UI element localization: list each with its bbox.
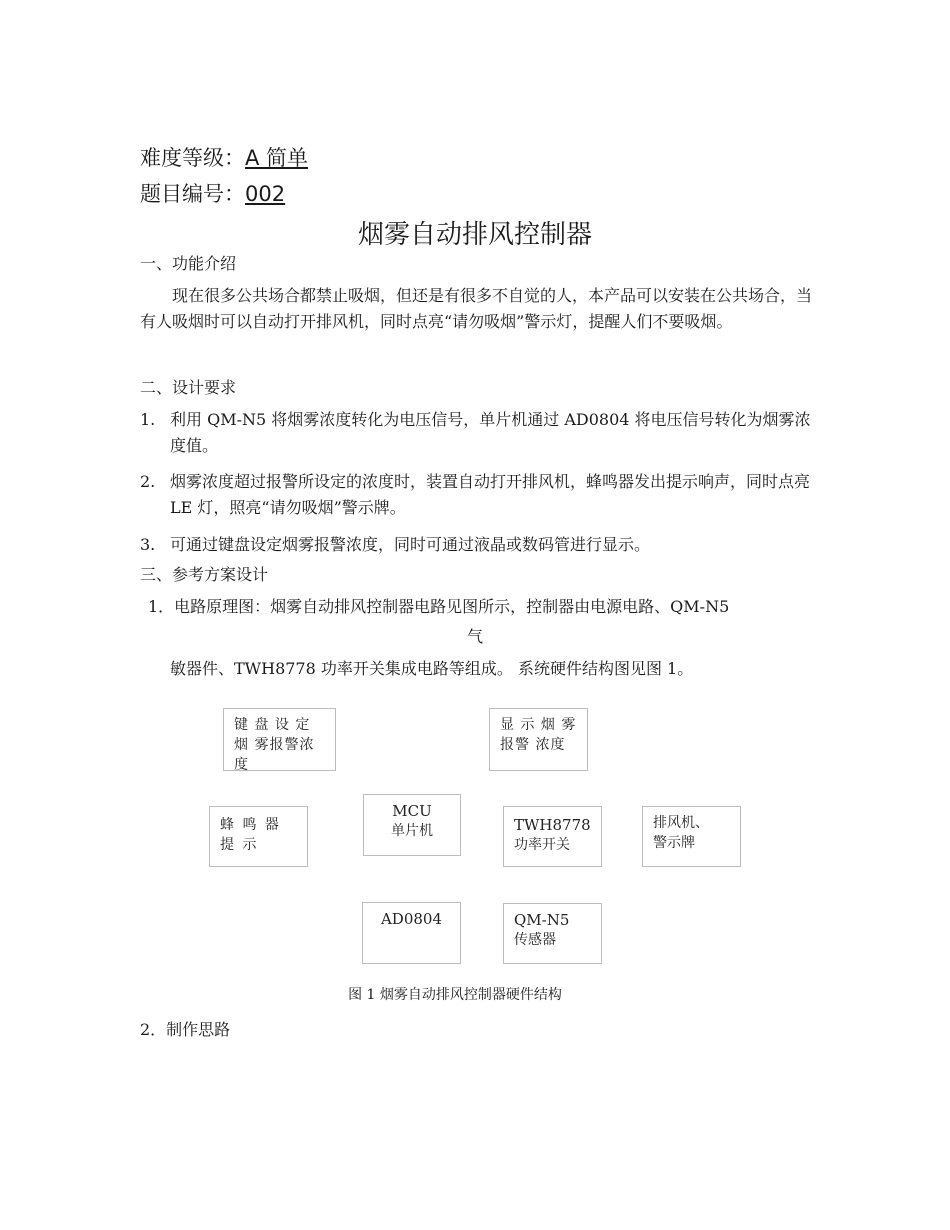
requirement-text: 可通过键盘设定烟雾报警浓度，同时可通过液晶或数码管进行显示。	[170, 535, 651, 554]
sensor-box	[503, 903, 602, 964]
mcu-box	[363, 794, 461, 856]
topic-id-value: 002	[245, 182, 286, 206]
keypad-box: 键 盘 设 定 烟 雾报警浓度	[223, 708, 336, 771]
topic-id-label: 题目编号：	[140, 182, 245, 206]
fan-sign-box	[642, 806, 741, 867]
section-heading-requirements: 二、设计要求	[140, 378, 237, 397]
requirement-number: 2.	[140, 472, 156, 491]
requirement-text: 利用 QM-N5 将烟雾浓度转化为电压信号，单片机通过 AD0804 将电压信号转化为烟雾浓度值。	[170, 410, 811, 455]
requirement-item-2	[140, 469, 812, 521]
requirement-number: 1.	[140, 410, 156, 429]
requirement-text: 烟雾浓度超过报警所设定的浓度时，装置自动打开排风机，蜂鸣器发出提示响声，同时点亮 LE 灯，照亮“请勿吸烟”警示牌。	[170, 472, 811, 517]
section-heading-function: 一、功能介绍	[140, 254, 237, 273]
sensor-sublabel: 传感器	[514, 932, 556, 948]
figure-caption: 图 1 烟雾自动排风控制器硬件结构	[348, 987, 562, 1003]
document-title: 烟雾自动排风控制器	[357, 220, 592, 250]
adc-box	[362, 902, 461, 964]
section-heading-plan: 三、参考方案设计	[140, 565, 269, 584]
sensor-label: QM-N5	[514, 911, 570, 929]
display-box: 显 示 烟 雾 报警 浓度	[489, 708, 588, 771]
plan-item-1-line-3: 敏器件、TWH8778 功率开关集成电路等组成。 系统硬件结构图见图 1。	[170, 659, 694, 678]
difficulty-label: 难度等级：	[140, 146, 245, 170]
difficulty-value: A 简单	[245, 146, 309, 170]
sign-label: 警示牌	[653, 835, 695, 851]
requirement-number: 3.	[140, 535, 156, 554]
requirement-item-1	[140, 407, 812, 459]
plan-item-1-line-2: 气	[466, 627, 483, 646]
requirement-item-3	[140, 532, 812, 558]
adc-label: AD0804	[380, 910, 443, 928]
power-switch-box	[503, 806, 602, 867]
difficulty-line	[140, 142, 308, 172]
fan-label: 排风机、	[653, 815, 709, 831]
plan-item-1-line-1: 1．电路原理图：烟雾自动排风控制器电路见图所示，控制器由电源电路、QM-N5	[148, 597, 730, 616]
power-switch-label: TWH8778	[514, 816, 591, 834]
buzzer-box: 蜂 鸣 器 提 示	[209, 806, 308, 867]
topic-id-line	[140, 178, 285, 208]
mcu-label: MCU	[392, 802, 432, 820]
mcu-sublabel: 单片机	[391, 823, 433, 839]
plan-item-2: 2．制作思路	[140, 1020, 231, 1039]
power-switch-sublabel: 功率开关	[514, 837, 570, 853]
function-paragraph: 现在很多公共场合都禁止吸烟，但还是有很多不自觉的人，本产品可以安装在公共场合，当有人吸烟时可以自动打开排风机，同时点亮“请勿吸烟”警示灯，提醒人们不要吸烟。	[140, 286, 813, 331]
